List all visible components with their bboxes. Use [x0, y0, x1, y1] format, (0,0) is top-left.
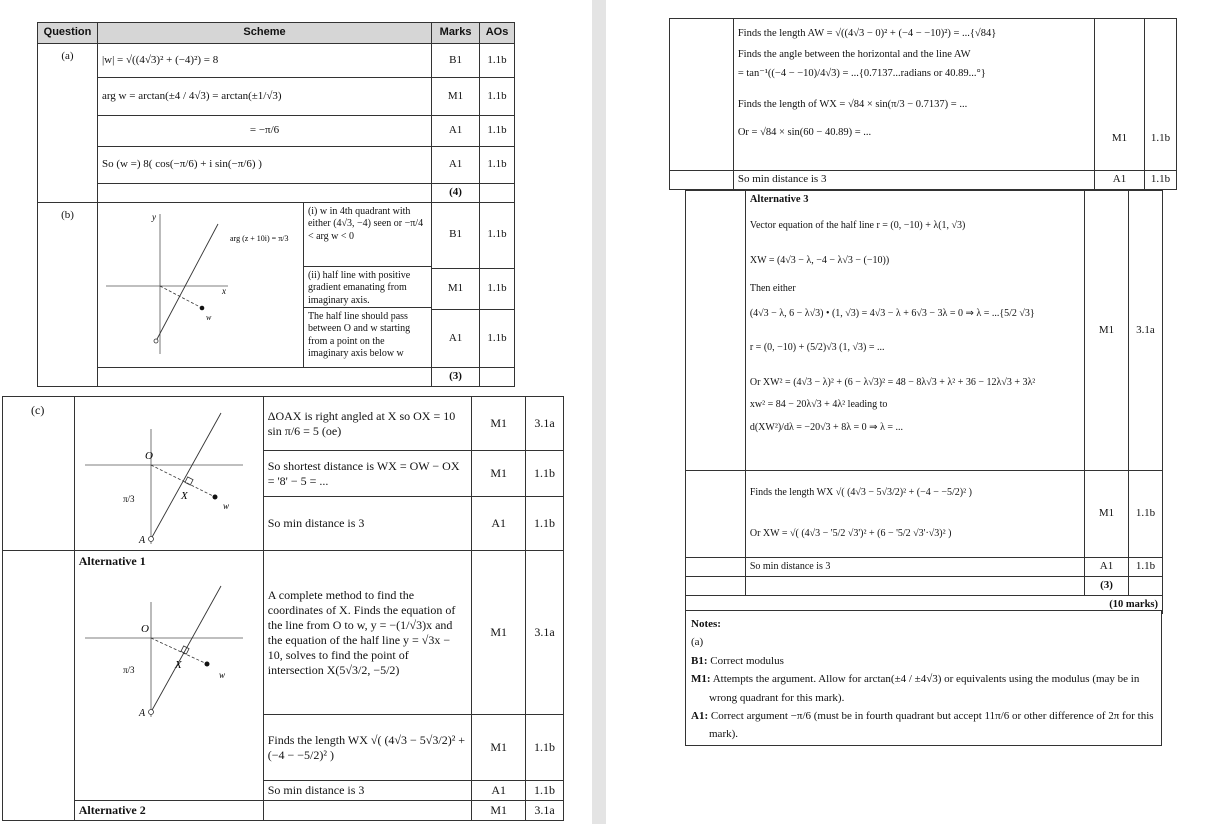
- rt-mark: M1: [1095, 19, 1145, 171]
- rt-scheme-4: Finds the length of WX = √84 × sin(π/3 − 0.7137) = ...: [737, 99, 968, 111]
- part-a-mark-2: M1: [432, 78, 480, 116]
- c-label-a: A: [138, 534, 145, 546]
- alt2-label: Alternative 2: [74, 801, 263, 821]
- alt1-ao-3: 1.1b: [526, 781, 564, 801]
- part-b-ao-2: 1.1b: [480, 268, 515, 310]
- part-c-label: (c): [3, 397, 75, 551]
- page-divider: [592, 0, 606, 824]
- part-c-mark-1: M1: [472, 397, 526, 451]
- c-angle-label: π/3: [122, 493, 135, 504]
- alt1-ao-1: 3.1a: [526, 551, 564, 715]
- grand-total: (10 marks): [686, 595, 1163, 613]
- alt3-line-6: Or XW² = (4√3 − λ)² + (6 − λ√3)² = 48 − 8λ√3 + λ² + 36 − 12λ√3 + 3λ²: [749, 376, 1036, 388]
- notes-part: (a): [691, 636, 704, 649]
- alt3-line-3: Then either: [749, 283, 796, 295]
- alt3-mark-2: M1: [1085, 471, 1129, 558]
- part-a-ao-4: 1.1b: [480, 147, 515, 184]
- alt3-line-5: r = (0, −10) + (5/2)√3 (1, √3) = ...: [749, 342, 885, 354]
- header-marks: Marks: [432, 23, 480, 44]
- part-b-scheme-1: (i) w in 4th quadrant with either (4√3, −4) seen or −π/4 < arg w < 0: [304, 203, 431, 267]
- note-m1-cont: wrong quadrant for this mark).: [709, 691, 845, 704]
- alt3-ao-1: 3.1a: [1128, 191, 1162, 471]
- rt-scheme-3: = tan⁻¹((−4 − −10)/4√3) = ...{0.7137...radians or 40.89...°}: [737, 68, 986, 80]
- note-b1-text: Correct modulus: [710, 654, 784, 667]
- part-b-scheme-2: (ii) half line with positive gradient emanating from imaginary axis.: [304, 267, 431, 308]
- header-aos: AOs: [480, 23, 515, 44]
- part-c-mark-3: A1: [472, 497, 526, 551]
- part-a-scheme-1: |w| = √((4√3)² + (−4)²) = 8: [97, 44, 431, 78]
- rt-scheme-2: Finds the angle between the horizontal and the line AW: [737, 49, 971, 61]
- alt1-label-w: w: [218, 670, 225, 680]
- part-c-ao-3: 1.1b: [526, 497, 564, 551]
- header-question: Question: [38, 23, 98, 44]
- b-arg-label: arg (z + 10i) = π/3: [229, 233, 289, 243]
- right-top-table: [669, 18, 1177, 190]
- c-label-x: X: [180, 489, 188, 502]
- note-a1-code: A1:: [691, 709, 709, 722]
- alt2-ao: 3.1a: [526, 801, 564, 821]
- rt-scheme-1: Finds the length AW = √((4√3 − 0)² + (−4 − −10)²) = ...{√84}: [737, 28, 997, 39]
- alt3-table: [685, 190, 1163, 614]
- alt3-label: Alternative 3: [749, 194, 809, 205]
- part-c-scheme-2: So shortest distance is WX = OW − OX = '8' − 5 = ...: [263, 451, 472, 497]
- c-label-o: O: [144, 449, 153, 462]
- alt3-last-ao: 1.1b: [1128, 558, 1162, 577]
- rt-last-mark: A1: [1095, 171, 1145, 190]
- scheme-table-ab: [37, 22, 515, 387]
- alt1-mark-2: M1: [472, 715, 526, 781]
- alt3-line-8: d(XW²)/dλ = −20√3 + 8λ = 0 ⇒ λ = ...: [749, 421, 904, 433]
- alt1-label-x: X: [174, 659, 182, 671]
- alt3-last-scheme: So min distance is 3: [745, 558, 1084, 577]
- note-b1-code: B1:: [691, 654, 708, 667]
- note-a1-text: Correct argument −π/6 (must be in fourth quadrant but accept 11π/6 or other difference of 2π for this: [710, 709, 1154, 722]
- b-axis-y: y: [151, 211, 156, 222]
- alt3-length-2: Or XW = √( (4√3 − '5/2 √3')² + (6 − '5/2 √3'·√3)² ): [749, 527, 952, 539]
- part-a-mark-4: A1: [432, 147, 480, 184]
- part-a-ao-1: 1.1b: [480, 44, 515, 78]
- part-a-total: (4): [432, 184, 480, 203]
- part-a-scheme-2: arg w = arctan(±4 / 4√3) = arctan(±1/√3): [97, 78, 431, 116]
- alt2-mark: M1: [472, 801, 526, 821]
- alt1-ao-2: 1.1b: [526, 715, 564, 781]
- part-c-ao-2: 1.1b: [526, 451, 564, 497]
- alt3-last-mark: A1: [1085, 558, 1129, 577]
- b-axis-x: x: [221, 285, 226, 296]
- part-b-mark-1: B1: [432, 202, 480, 268]
- notes-title: Notes:: [691, 618, 721, 630]
- alt3-ao-2: 1.1b: [1128, 471, 1162, 558]
- part-a-label: (a): [38, 44, 98, 203]
- alt3-line-7: xw² = 84 − 20λ√3 + 4λ² leading to: [749, 399, 888, 411]
- part-a-ao-3: 1.1b: [480, 116, 515, 147]
- rt-last-scheme: So min distance is 3: [733, 171, 1094, 190]
- alt3-length-1: Finds the length WX √( (4√3 − 5√3/2)² + (−4 − −5/2)² ): [749, 487, 972, 498]
- alt1-diagram: [75, 572, 263, 722]
- alt3-line-1: Vector equation of the half line r = (0, −10) + λ(1, √3): [749, 220, 966, 232]
- header-scheme: Scheme: [97, 23, 431, 44]
- rt-last-ao: 1.1b: [1144, 171, 1176, 190]
- scheme-table-c: [2, 396, 564, 821]
- alt1-angle-label: π/3: [122, 665, 135, 675]
- part-b-scheme-3: The half line should pass between O and w starting from a point on the imaginary axis below w: [307, 310, 411, 360]
- alt3-line-2: XW = (4√3 − λ, −4 − λ√3 − (−10)): [749, 254, 890, 266]
- b-label-w: w: [205, 312, 212, 322]
- alt1-mark-3: A1: [472, 781, 526, 801]
- part-b-ao-1: 1.1b: [480, 202, 515, 268]
- note-m1-text: Attempts the argument. Allow for arctan(±4 / ±4√3) or equivalents using the modulus (may be in: [712, 673, 1140, 686]
- part-a-mark-3: A1: [432, 116, 480, 147]
- part-c-scheme-3: So min distance is 3: [263, 497, 472, 551]
- part-b-diagram: [98, 203, 304, 367]
- part-c-ao-1: 3.1a: [526, 397, 564, 451]
- part-a-scheme-4: So (w =) 8( cos(−π/6) + i sin(−π/6) ): [97, 147, 431, 184]
- alt1-scheme-2: Finds the length WX √( (4√3 − 5√3/2)² + (−4 − −5/2)² ): [263, 715, 472, 781]
- note-m1-code: M1:: [691, 673, 711, 686]
- alt3-line-4: (4√3 − λ, 6 − λ√3) • (1, √3) = 4√3 − λ + 6√3 − 3λ = 0 ⇒ λ = ...{5/2 √3}: [749, 307, 1035, 319]
- alt1-label: Alternative 1: [78, 554, 146, 568]
- part-c-mark-2: M1: [472, 451, 526, 497]
- part-a-scheme-3: = −π/6: [97, 116, 431, 147]
- alt3-mark-1: M1: [1085, 191, 1129, 471]
- alt3-total: (3): [1085, 576, 1129, 595]
- part-b-ao-3: 1.1b: [480, 310, 515, 368]
- rt-scheme-5: Or = √84 × sin(60 − 40.89) = ...: [737, 126, 872, 138]
- part-b-label: (b): [38, 202, 98, 386]
- part-c-scheme-1: ΔOAX is right angled at X so OX = 10 sin π/6 = 5 (oe): [263, 397, 472, 451]
- alt1-label-a: A: [138, 708, 145, 719]
- alt1-scheme-1: A complete method to find the coordinates of X. Finds the equation of the line from O to w, y = −(1/√3)x and the equation of the half line y = √3x − 10, solves to find the point of intersection X(5√3/2, −5/2): [263, 551, 472, 715]
- part-c-diagram: [74, 397, 263, 551]
- part-a-mark-1: B1: [432, 44, 480, 78]
- alt1-label-o: O: [140, 623, 149, 635]
- notes-box: [685, 610, 1162, 746]
- part-a-ao-2: 1.1b: [480, 78, 515, 116]
- part-b-total: (3): [432, 367, 480, 386]
- rt-ao: 1.1b: [1144, 19, 1176, 171]
- alt1-scheme-3: So min distance is 3: [263, 781, 472, 801]
- note-a1-cont: mark).: [709, 728, 739, 741]
- part-b-mark-3: A1: [432, 310, 480, 368]
- c-label-w: w: [222, 500, 229, 511]
- part-b-mark-2: M1: [432, 268, 480, 310]
- alt1-mark-1: M1: [472, 551, 526, 715]
